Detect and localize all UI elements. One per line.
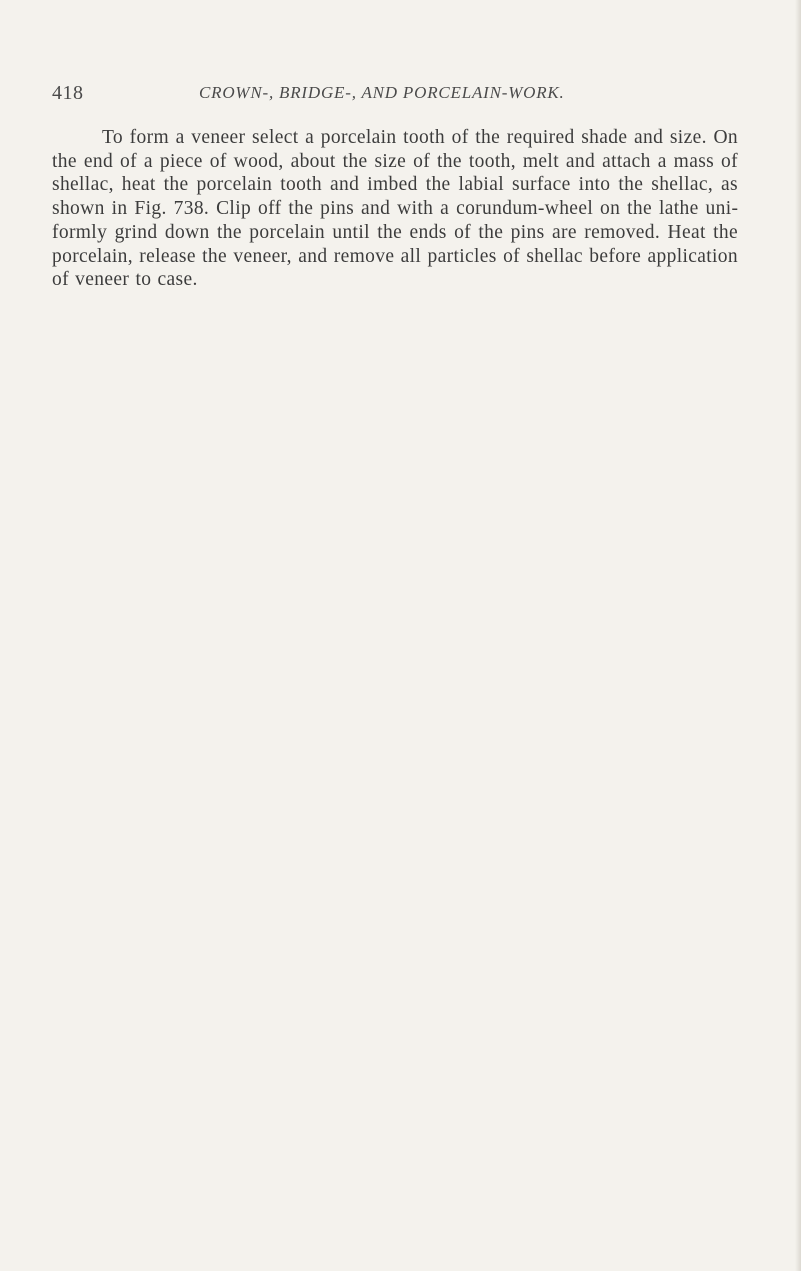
body-paragraph: To form a veneer select a porcelain tooth of the required shade and size. On the end of a piece of wood, about the size of the tooth, melt and attach a mass of shellac, heat the porcelain tooth and imbed the labial surface into the shellac, as shown in Fig. 738. Clip off the pins and with a corundum-wheel on the lathe uniformly grind down the porcelain until the ends of the pins are removed. Heat the porcelain, release the veneer, and remove all particles of shellac before application of veneer to case. xyxy=(52,127,738,291)
page-number: 418 xyxy=(52,82,84,104)
page-edge-shadow xyxy=(795,0,801,1271)
running-head xyxy=(52,82,752,112)
running-title: CROWN-, BRIDGE-, AND PORCELAIN-WORK. xyxy=(199,83,565,102)
